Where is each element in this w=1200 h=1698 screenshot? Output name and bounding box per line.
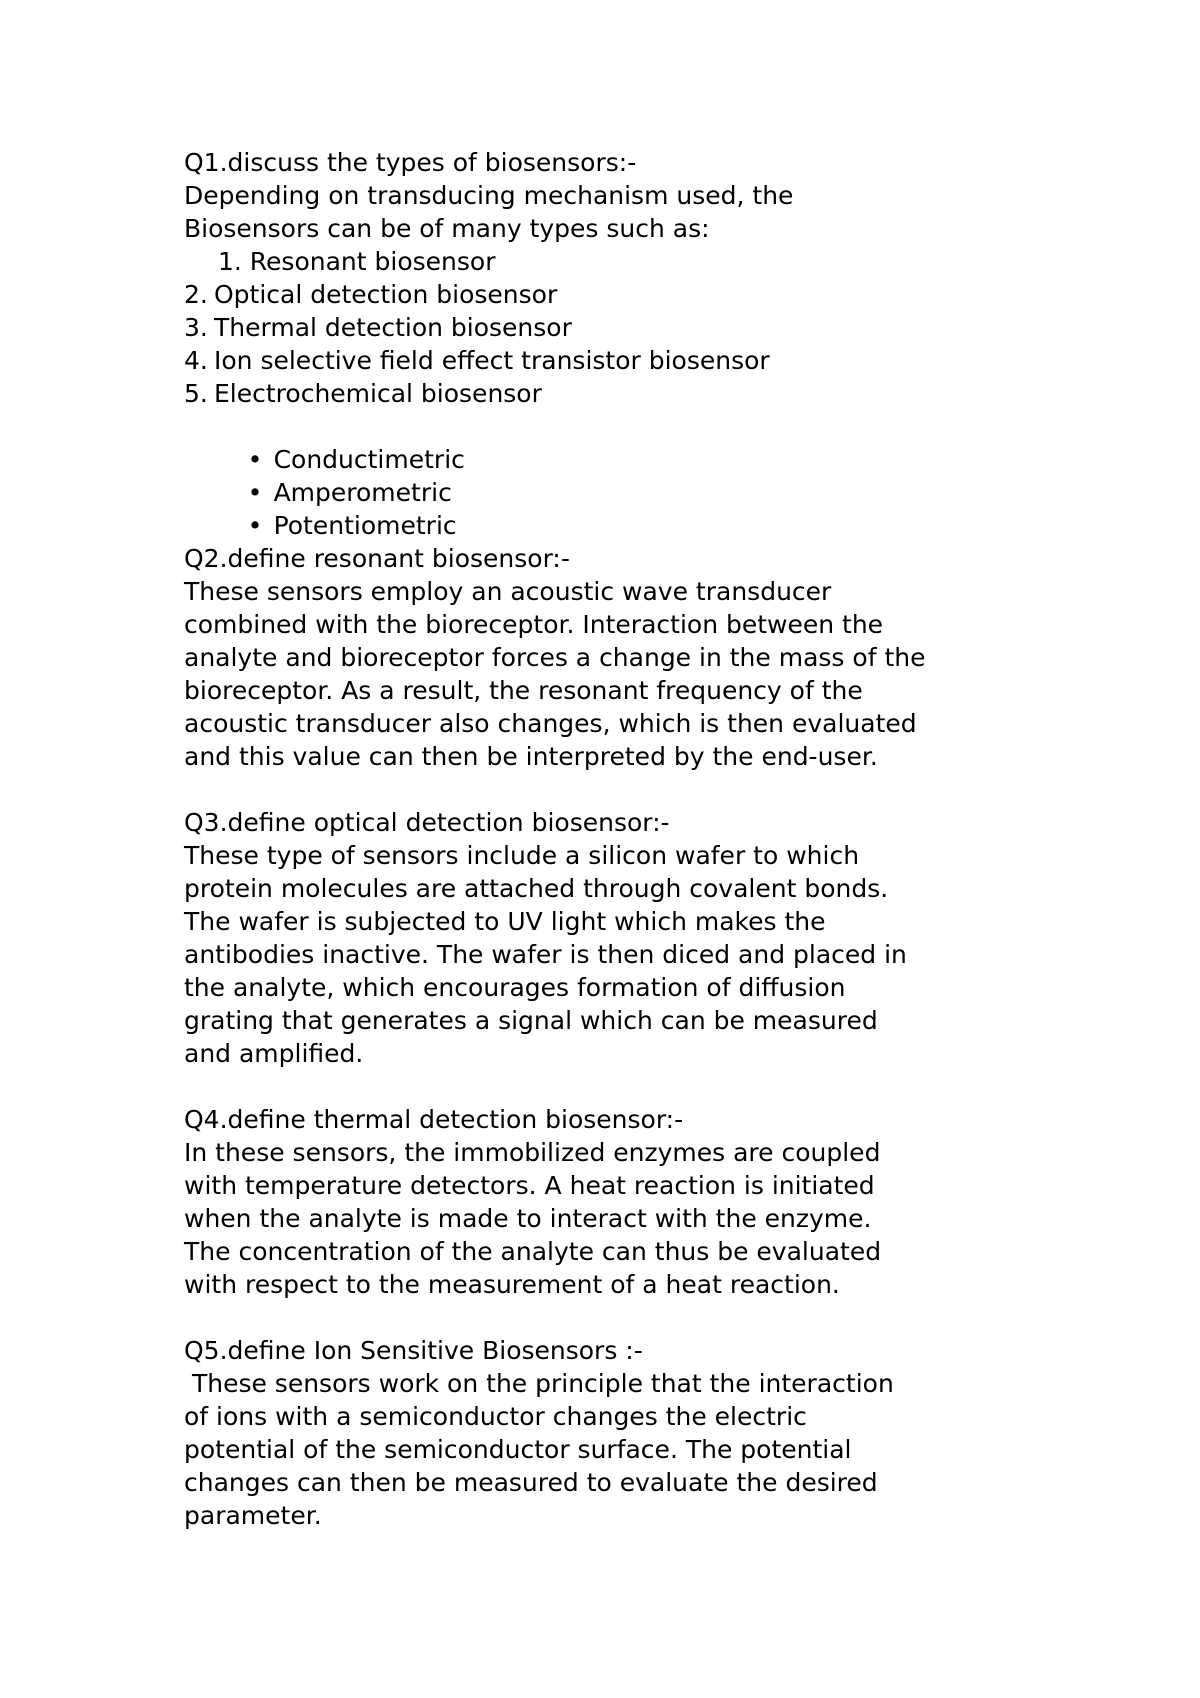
list-number: 2. — [184, 280, 208, 309]
paragraph-line: bioreceptor. As a result, the resonant frequency of the — [184, 676, 863, 705]
paragraph-line: In these sensors, the immobilized enzymes are coupled — [184, 1138, 881, 1167]
numbered-list-item — [184, 377, 1084, 410]
paragraph-line: protein molecules are attached through covalent bonds. — [184, 874, 889, 903]
paragraph-line: These sensors employ an acoustic wave transducer — [184, 577, 832, 606]
list-item-text: Electrochemical biosensor — [214, 379, 542, 408]
paragraph-line: and this value can then be interpreted by the end-user. — [184, 742, 878, 771]
list-item-text: Optical detection biosensor — [214, 280, 558, 309]
list-number: 3. — [184, 313, 208, 342]
bullet-icon: • — [247, 445, 263, 474]
section-spacer — [184, 1070, 1084, 1103]
paragraph-line: antibodies inactive. The wafer is then diced and placed in — [184, 940, 907, 969]
paragraph-line: with respect to the measurement of a heat reaction. — [184, 1270, 840, 1299]
list-item-text: Ion selective field effect transistor biosensor — [214, 346, 770, 375]
paragraph-line: combined with the bioreceptor. Interaction between the — [184, 610, 884, 639]
paragraph-line: The wafer is subjected to UV light which makes the — [184, 907, 826, 936]
paragraph-line: with temperature detectors. A heat reaction is initiated — [184, 1171, 875, 1200]
paragraph-line: analyte and bioreceptor forces a change in the mass of the — [184, 643, 926, 672]
list-number: 4. — [184, 346, 208, 375]
paragraph-line: Depending on transducing mechanism used, the — [184, 181, 794, 210]
paragraph-line: potential of the semiconductor surface. The potential — [184, 1435, 852, 1464]
paragraph-line: The concentration of the analyte can thus be evaluated — [184, 1237, 882, 1266]
paragraph-line: parameter. — [184, 1501, 322, 1530]
list-number: 5. — [184, 379, 208, 408]
paragraph-line: and amplified. — [184, 1039, 364, 1068]
question-heading: Q5.define Ion Sensitive Biosensors :- — [184, 1336, 643, 1365]
section-q4 — [184, 1103, 1084, 1301]
paragraph-line: the analyte, which encourages formation of diffusion — [184, 973, 846, 1002]
bullet-icon: • — [247, 511, 263, 540]
paragraph-line: changes can then be measured to evaluate the desired — [184, 1468, 878, 1497]
numbered-list-item — [184, 311, 1084, 344]
list-item-text: Potentiometric — [273, 511, 457, 540]
section-q3 — [184, 806, 1084, 1070]
section-spacer — [184, 1301, 1084, 1334]
list-item-text: Conductimetric — [273, 445, 465, 474]
section-spacer — [184, 773, 1084, 806]
bullet-list-item — [184, 410, 1084, 474]
section-q1 — [184, 146, 1084, 540]
question-heading: Q2.define resonant biosensor:- — [184, 544, 570, 573]
paragraph-line: grating that generates a signal which can be measured — [184, 1006, 878, 1035]
numbered-list-item — [184, 278, 1084, 311]
paragraph-line: of ions with a semiconductor changes the electric — [184, 1402, 807, 1431]
numbered-list-item: 1. Resonant biosensor — [218, 247, 496, 276]
list-item-text: Thermal detection biosensor — [214, 313, 572, 342]
bullet-icon: • — [247, 478, 263, 507]
section-q5 — [184, 1334, 1084, 1532]
paragraph-line: acoustic transducer also changes, which is then evaluated — [184, 709, 917, 738]
paragraph-line: Biosensors can be of many types such as: — [184, 214, 710, 243]
list-item-text: Amperometric — [273, 478, 452, 507]
section-q2 — [184, 542, 1084, 773]
paragraph-line: These type of sensors include a silicon wafer to which — [184, 841, 860, 870]
paragraph-line: These sensors work on the principle that the interaction — [184, 1369, 894, 1398]
paragraph-line: when the analyte is made to interact with the enzyme. — [184, 1204, 872, 1233]
document-body — [184, 146, 1084, 1532]
question-heading: Q1.discuss the types of biosensors:- — [184, 148, 637, 177]
question-heading: Q4.define thermal detection biosensor:- — [184, 1105, 684, 1134]
numbered-list-item — [184, 344, 1084, 377]
question-heading: Q3.define optical detection biosensor:- — [184, 808, 670, 837]
